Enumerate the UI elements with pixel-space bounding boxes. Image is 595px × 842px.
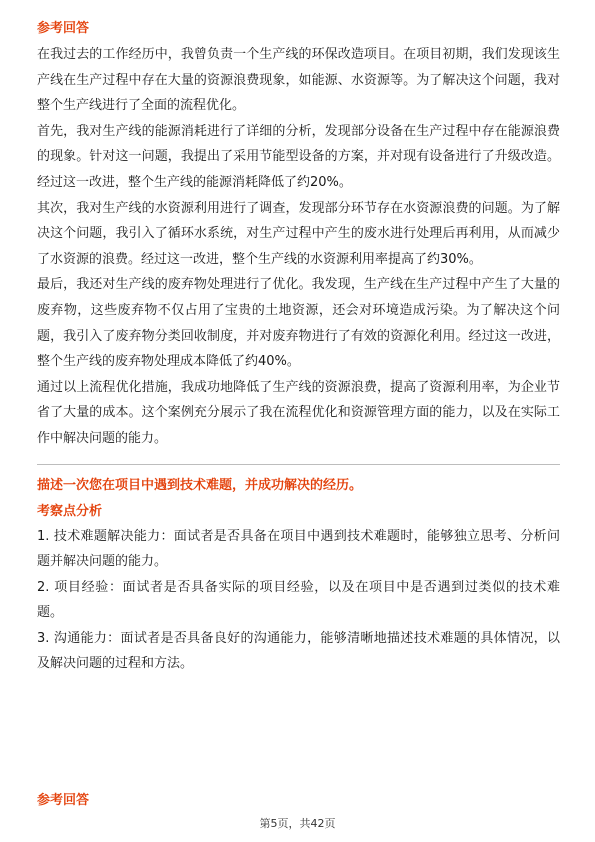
answer-paragraph: 在我过去的工作经历中，我曾负责一个生产线的环保改造项目。在项目初期，我们发现该生产线在生产过程中存在大量的资源浪费现象，如能源、水资源等。为了解决这个问题，我对整个生产线进行了全面的流程优化。 xyxy=(37,47,560,114)
answer-paragraph: 最后，我还对生产线的废弃物处理进行了优化。我发现，生产线在生产过程中产生了大量的废弃物，这些废弃物不仅占用了宝贵的土地资源，还会对环境造成污染。为了解决这个问题，我引入了废弃物分类回收制度，并对废弃物进行了有效的资源化利用。经过这一改进，整个生产线的废弃物处理成本降低了约40%。 xyxy=(37,277,560,370)
page-footer: 第5页，共42页 xyxy=(259,817,336,830)
analysis-point: 1. 技术难题解决能力：面试者是否具备在项目中遇到技术难题时，能够独立思考、分析问题并解决问题的能力。 xyxy=(37,528,560,570)
analysis-point: 2. 项目经验：面试者是否具备实际的项目经验，以及在项目中是否遇到过类似的技术难题。 xyxy=(37,579,560,621)
analysis-heading: 考察点分析 xyxy=(37,503,103,519)
page-content xyxy=(37,20,560,677)
interview-question: 描述一次您在项目中遇到技术难题，并成功解决的经历。 xyxy=(37,477,363,493)
reference-answer-heading-2: 参考回答 xyxy=(37,793,90,808)
reference-answer-heading: 参考回答 xyxy=(37,21,90,36)
answer-paragraph: 首先，我对生产线的能源消耗进行了详细的分析，发现部分设备在生产过程中存在能源浪费的现象。针对这一问题，我提出了采用节能型设备的方案，并对现有设备进行了升级改造。经过这一改进，整个生产线的能源消耗降低了约20%。 xyxy=(37,123,560,190)
section-divider xyxy=(37,464,560,465)
analysis-point: 3. 沟通能力：面试者是否具备良好的沟通能力，能够清晰地描述技术难题的具体情况，以及解决问题的过程和方法。 xyxy=(37,630,560,672)
answer-paragraph: 其次，我对生产线的水资源利用进行了调查，发现部分环节存在水资源浪费的问题。为了解决这个问题，我引入了循环水系统，对生产过程中产生的废水进行处理后再利用，从而减少了水资源的浪费。经过这一改进，整个生产线的水资源利用率提高了约30%。 xyxy=(37,200,560,267)
answer-paragraph: 通过以上流程优化措施，我成功地降低了生产线的资源浪费，提高了资源利用率，为企业节省了大量的成本。这个案例充分展示了我在流程优化和资源管理方面的能力，以及在实际工作中解决问题的能力。 xyxy=(37,379,560,446)
